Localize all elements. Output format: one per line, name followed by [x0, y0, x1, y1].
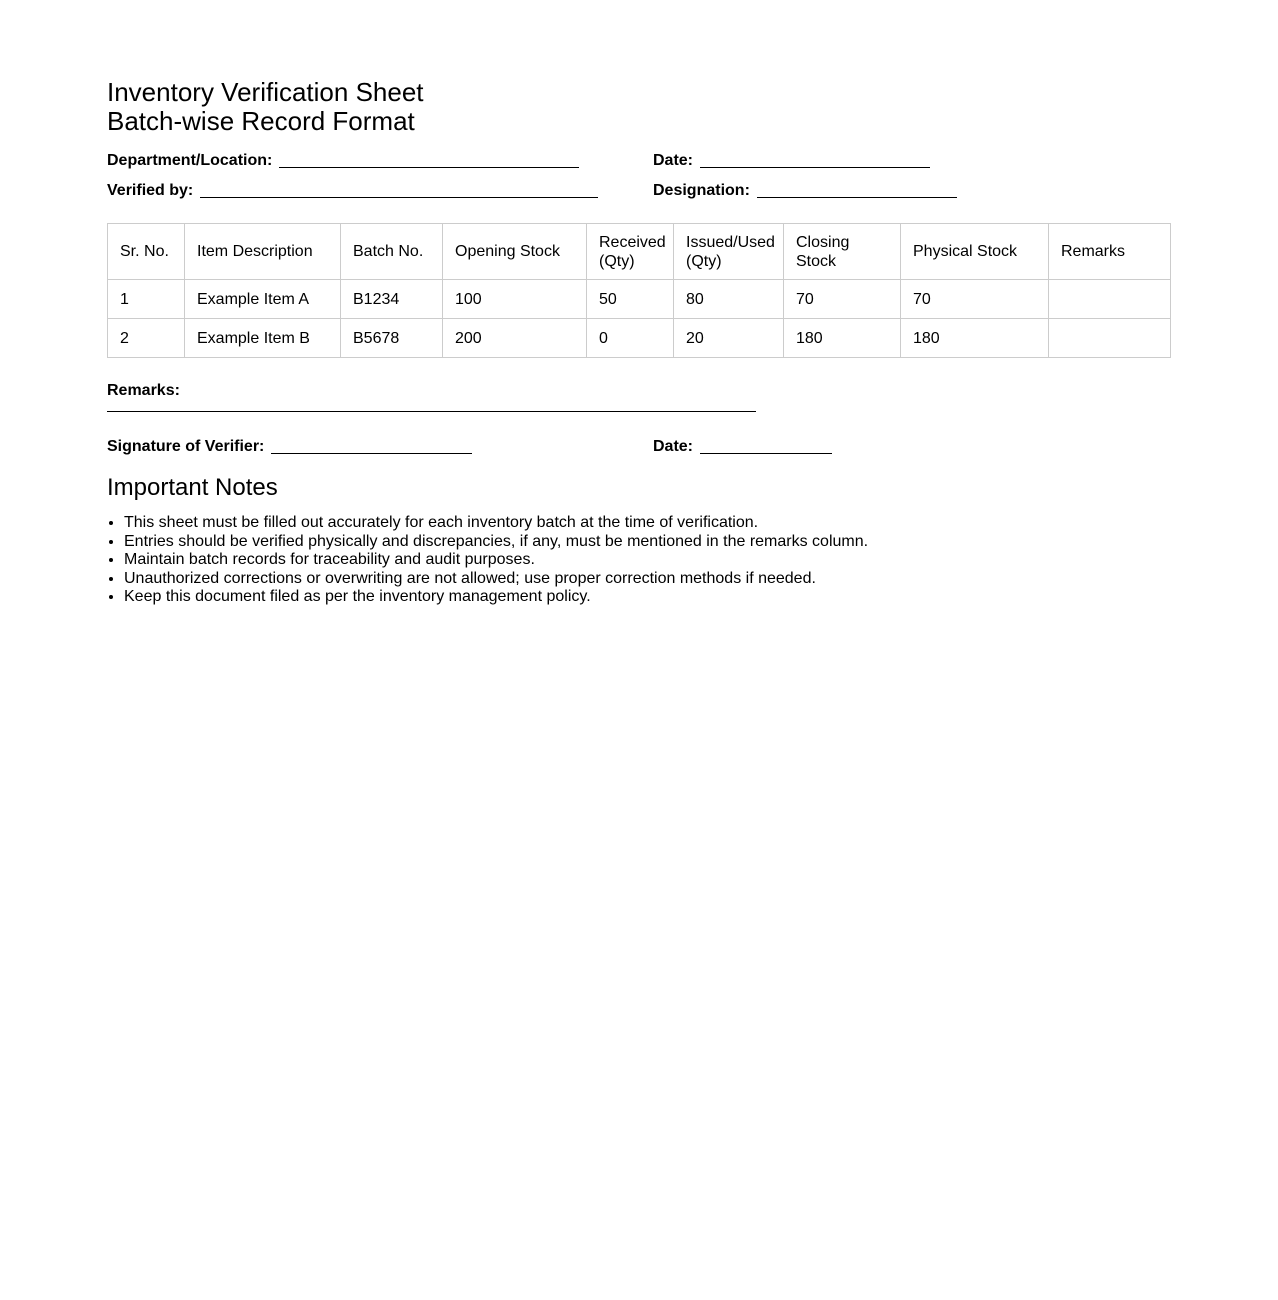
remarks-blank-line	[107, 411, 756, 412]
column-header-closing-stock: Closing Stock	[784, 224, 901, 280]
cell-closing-stock: 180	[784, 319, 901, 358]
note-item: • This sheet must be filled out accurately for each inventory batch at the time of verification.	[124, 514, 1170, 533]
note-item: • Entries should be verified physically and discrepancies, if any, must be mentioned in the remarks column.	[124, 533, 1170, 552]
cell-item-description: Example Item A	[185, 280, 341, 319]
document-page	[0, 0, 1170, 607]
column-header-issued-used-qty: Issued/Used (Qty)	[674, 224, 784, 280]
signature-blank-line	[271, 438, 472, 454]
cell-issued-used-qty: 80	[674, 280, 784, 319]
cell-remarks	[1049, 280, 1171, 319]
signature-date-blank-line	[700, 438, 832, 454]
cell-received-qty: 0	[587, 319, 674, 358]
column-header-received-qty: Received (Qty)	[587, 224, 674, 280]
date-label: Date:	[653, 152, 694, 169]
verified-by-blank-line	[200, 182, 598, 198]
column-header-opening-stock: Opening Stock	[443, 224, 587, 280]
field-row-1	[107, 152, 1170, 182]
cell-remarks	[1049, 319, 1171, 358]
table-header-row	[108, 224, 1171, 280]
page-title: Inventory Verification Sheet	[107, 77, 424, 107]
signature-date-label: Date:	[653, 438, 694, 455]
column-header-item-description: Item Description	[185, 224, 341, 280]
cell-batch-no: B1234	[341, 280, 443, 319]
signature-row	[107, 438, 1170, 468]
column-header-batch-no: Batch No.	[341, 224, 443, 280]
cell-batch-no: B5678	[341, 319, 443, 358]
verified-by-label: Verified by:	[107, 182, 194, 199]
remarks-label: Remarks:	[107, 382, 180, 399]
department-location-blank-line	[279, 152, 579, 168]
note-item: • Unauthorized corrections or overwriting are not allowed; use proper correction methods if needed.	[124, 570, 1170, 589]
designation-blank-line	[757, 182, 957, 198]
cell-received-qty: 50	[587, 280, 674, 319]
notes-list	[107, 514, 1170, 607]
table-row	[108, 319, 1171, 358]
department-location-label: Department/Location:	[107, 152, 273, 169]
cell-issued-used-qty: 20	[674, 319, 784, 358]
cell-closing-stock: 70	[784, 280, 901, 319]
cell-sr-no: 1	[108, 280, 185, 319]
header-fields	[107, 152, 1170, 212]
column-header-remarks: Remarks	[1049, 224, 1171, 280]
cell-physical-stock: 70	[901, 280, 1049, 319]
signature-of-verifier-label: Signature of Verifier:	[107, 438, 265, 455]
designation-label: Designation:	[653, 182, 750, 199]
note-item: • Keep this document filed as per the inventory management policy.	[124, 588, 1170, 607]
cell-sr-no: 2	[108, 319, 185, 358]
cell-opening-stock: 200	[443, 319, 587, 358]
note-item: • Maintain batch records for traceability and audit purposes.	[124, 551, 1170, 570]
cell-physical-stock: 180	[901, 319, 1049, 358]
table-row	[108, 280, 1171, 319]
column-header-physical-stock: Physical Stock	[901, 224, 1049, 280]
column-header-sr-no: Sr. No.	[108, 224, 185, 280]
field-row-2	[107, 182, 1170, 212]
cell-item-description: Example Item B	[185, 319, 341, 358]
inventory-table	[107, 223, 1171, 358]
title-block	[107, 78, 1170, 136]
cell-opening-stock: 100	[443, 280, 587, 319]
notes-heading: Important Notes	[107, 474, 278, 501]
date-blank-line	[700, 152, 930, 168]
page-subtitle: Batch-wise Record Format	[107, 106, 415, 136]
